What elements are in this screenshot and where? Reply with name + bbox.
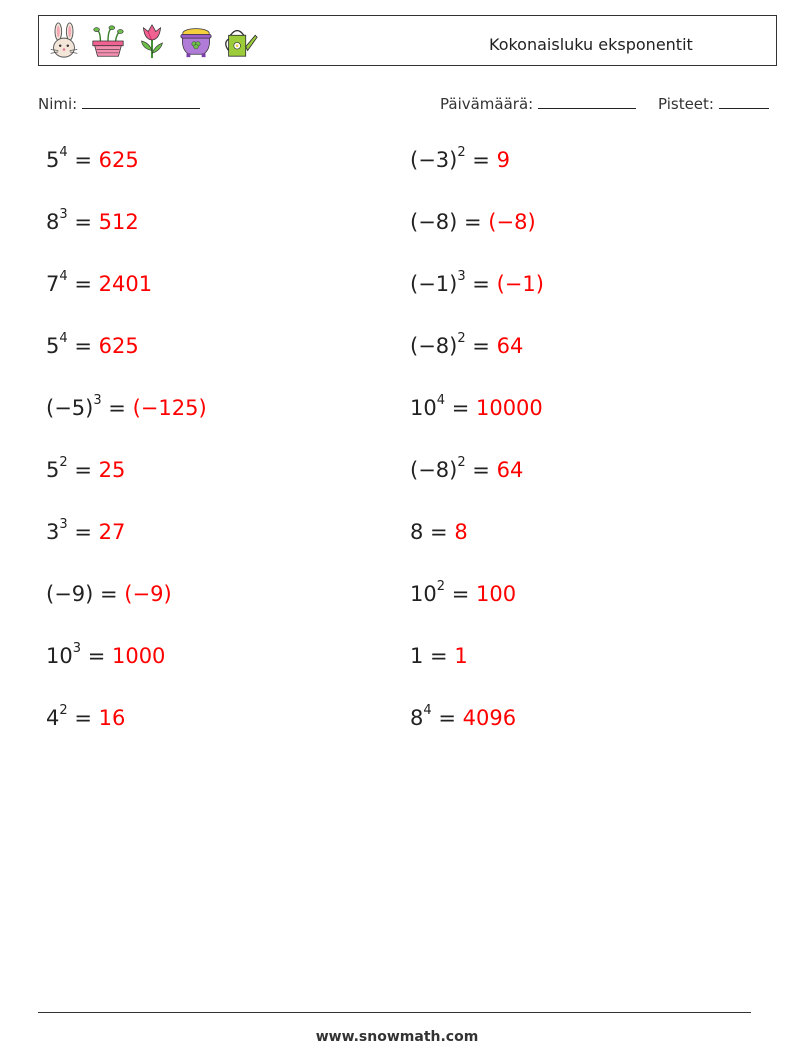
problem-exponent: 4 <box>59 145 68 160</box>
problem-base: (−3) <box>410 148 458 172</box>
problem-base: 3 <box>46 520 60 544</box>
problem-exponent: 3 <box>93 393 102 408</box>
problem-item <box>410 520 468 544</box>
equals-sign: = <box>445 582 476 606</box>
problem-item <box>46 455 126 482</box>
problem-answer: 8 <box>454 520 468 544</box>
problem-answer: 64 <box>496 334 524 358</box>
problem-item <box>410 393 543 420</box>
problem-answer: 64 <box>496 458 524 482</box>
problem-answer: 27 <box>98 520 126 544</box>
date-label: Päivämäärä: <box>440 95 534 113</box>
problem-base: 10 <box>46 644 73 668</box>
problem-item <box>410 145 510 172</box>
problem-item <box>46 145 139 172</box>
problem-item <box>46 703 126 730</box>
problem-answer: 4096 <box>462 706 517 730</box>
problem-answer: 25 <box>98 458 126 482</box>
problem-answer: 1000 <box>111 644 166 668</box>
problem-item <box>46 517 126 544</box>
problem-item <box>46 582 172 606</box>
name-label: Nimi: <box>38 95 78 113</box>
problem-item <box>410 331 524 358</box>
date-field[interactable] <box>440 94 636 113</box>
problem-exponent: 4 <box>59 331 68 346</box>
problem-exponent: 4 <box>423 703 432 718</box>
problem-base: 4 <box>46 706 60 730</box>
equals-sign: = <box>465 334 497 358</box>
problem-answer: 625 <box>98 334 139 358</box>
problem-base: 1 <box>410 644 424 668</box>
equals-sign: = <box>67 706 99 730</box>
problem-answer: (−8) <box>488 210 536 234</box>
problem-base: (−1) <box>410 272 458 296</box>
equals-sign: = <box>465 272 497 296</box>
score-field[interactable] <box>658 94 769 113</box>
name-blank[interactable] <box>82 94 200 109</box>
problem-base: 5 <box>46 148 60 172</box>
problem-answer: 512 <box>98 210 139 234</box>
equals-sign: = <box>465 458 497 482</box>
problem-exponent: 3 <box>457 269 466 284</box>
problem-answer: 9 <box>496 148 510 172</box>
equals-sign: = <box>67 458 99 482</box>
name-field[interactable] <box>38 94 200 113</box>
equals-sign: = <box>67 210 99 234</box>
equals-sign: = <box>101 396 133 420</box>
problem-item <box>410 210 536 234</box>
problem-base: 8 <box>46 210 60 234</box>
header-icons <box>45 21 259 61</box>
problem-item <box>46 207 139 234</box>
problem-item <box>410 644 468 668</box>
seedling-pot-icon <box>89 22 127 60</box>
problem-item <box>410 269 544 296</box>
problem-answer: 1 <box>454 644 468 668</box>
problem-item <box>46 269 153 296</box>
problem-answer: 625 <box>98 148 139 172</box>
equals-sign: = <box>67 334 99 358</box>
problem-answer: 100 <box>475 582 517 606</box>
problem-base: 10 <box>410 396 437 420</box>
equals-sign: = <box>93 582 125 606</box>
footer-url: www.snowmath.com <box>315 1029 479 1045</box>
problem-answer: (−125) <box>132 396 207 420</box>
equals-sign: = <box>67 272 99 296</box>
equals-sign: = <box>445 396 476 420</box>
equals-sign: = <box>67 148 99 172</box>
problem-answer: 16 <box>98 706 126 730</box>
equals-sign: = <box>67 520 99 544</box>
problem-exponent: 3 <box>72 641 82 656</box>
equals-sign: = <box>431 706 463 730</box>
problem-item <box>46 393 207 420</box>
bunny-icon <box>45 22 83 60</box>
problem-item <box>46 331 139 358</box>
problem-base: 8 <box>410 520 424 544</box>
equals-sign: = <box>81 644 112 668</box>
problem-exponent: 2 <box>457 145 466 160</box>
problem-base: (−8) <box>410 334 458 358</box>
problem-item <box>410 703 517 730</box>
problem-exponent: 3 <box>59 207 68 222</box>
problem-item <box>410 579 517 606</box>
footer-divider <box>38 1012 751 1013</box>
problem-exponent: 3 <box>59 517 68 532</box>
equals-sign: = <box>465 148 497 172</box>
problem-answer: (−1) <box>496 272 544 296</box>
problem-exponent: 2 <box>436 579 446 594</box>
watering-can-icon <box>221 22 259 60</box>
problem-exponent: 2 <box>59 455 68 470</box>
problem-base: 5 <box>46 334 60 358</box>
problem-item <box>410 455 524 482</box>
problem-base: (−5) <box>46 396 94 420</box>
date-blank[interactable] <box>538 94 636 109</box>
score-label: Pisteet: <box>658 95 714 113</box>
problem-base: 7 <box>46 272 60 296</box>
problem-exponent: 2 <box>457 331 466 346</box>
worksheet-title: Kokonaisluku eksponentit <box>489 35 693 54</box>
problem-base: (−8) <box>410 210 458 234</box>
equals-sign: = <box>423 644 455 668</box>
problem-exponent: 4 <box>59 269 68 284</box>
problem-base: 10 <box>410 582 437 606</box>
problem-exponent: 4 <box>436 393 446 408</box>
equals-sign: = <box>457 210 489 234</box>
clover-pot-icon <box>177 22 215 60</box>
worksheet-header <box>38 15 777 66</box>
problem-item <box>46 641 166 668</box>
problem-answer: 2401 <box>98 272 153 296</box>
problem-base: (−9) <box>46 582 94 606</box>
problem-exponent: 2 <box>457 455 466 470</box>
problem-answer: 10000 <box>475 396 543 420</box>
problem-exponent: 2 <box>59 703 68 718</box>
problem-base: 5 <box>46 458 60 482</box>
equals-sign: = <box>423 520 455 544</box>
score-blank[interactable] <box>719 94 769 109</box>
problem-base: 8 <box>410 706 424 730</box>
problem-answer: (−9) <box>124 582 172 606</box>
problem-base: (−8) <box>410 458 458 482</box>
tulip-icon <box>133 22 171 60</box>
